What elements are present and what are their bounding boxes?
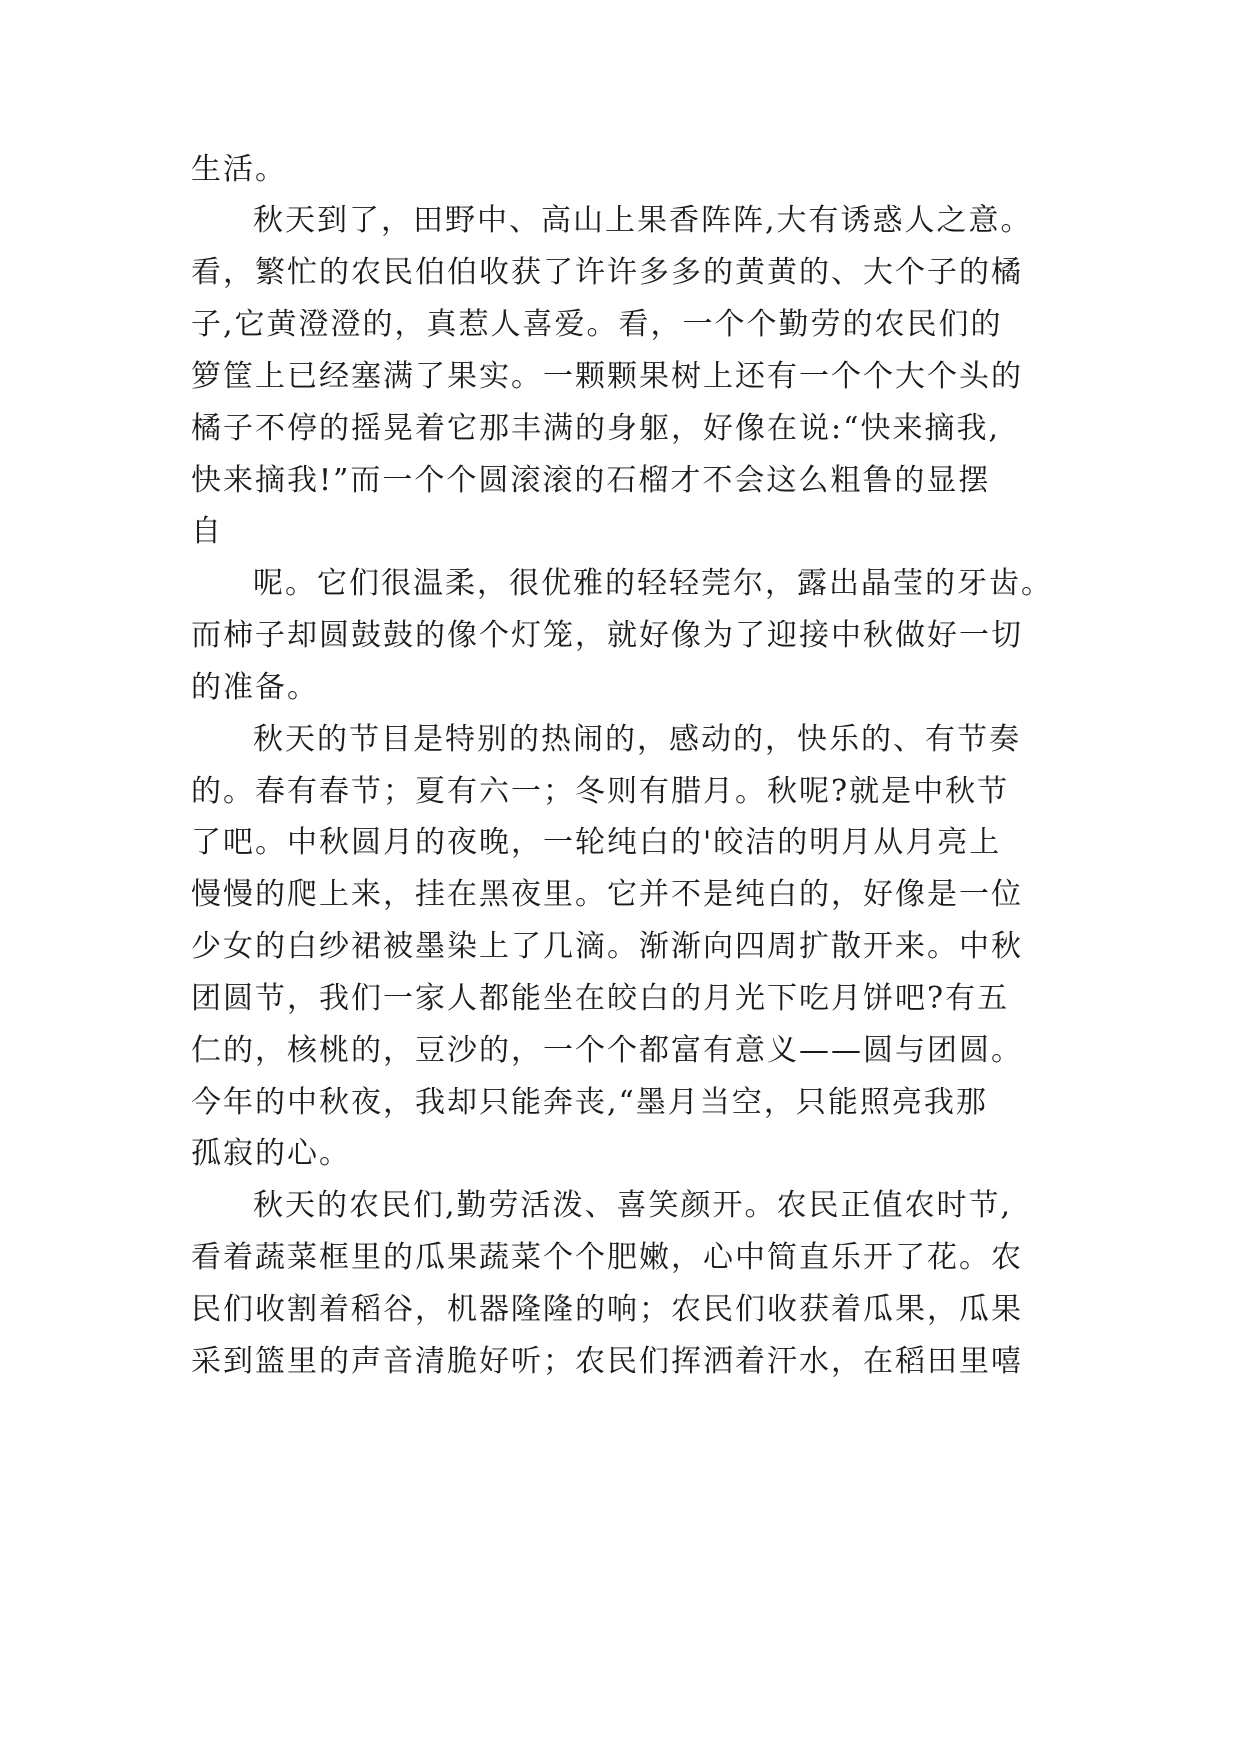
paragraph-first-line: 秋天的节目是特别的热闹的，感动的，快乐的、有节奏 — [253, 722, 1021, 757]
text-line: 孤寂的心。 — [191, 1136, 351, 1171]
text-line: 少女的白纱裙被墨染上了几滴。渐渐向四周扩散开来。中秋 — [191, 929, 1023, 964]
text-line: 团圆节，我们一家人都能坐在皎白的月光下吃月饼吧?有五 — [191, 981, 1010, 1016]
text-line: 看，繁忙的农民伯伯收获了许许多多的黄黄的、大个子的橘 — [191, 255, 1023, 290]
text-line: 的。春有春节；夏有六一；冬则有腊月。秋呢?就是中秋节 — [191, 774, 1010, 809]
text-line: 采到篮里的声音清脆好听；农民们挥洒着汗水，在稻田里嘻 — [191, 1344, 1023, 1379]
text-line: 慢慢的爬上来，挂在黑夜里。它并不是纯白的，好像是一位 — [191, 877, 1023, 912]
text-line: 民们收割着稻谷，机器隆隆的响；农民们收获着瓜果，瓜果 — [191, 1292, 1023, 1327]
text-line: 橘子不停的摇晃着它那丰满的身躯，好像在说:“快来摘我, — [191, 411, 1000, 446]
text-line: 子,它黄澄澄的，真惹人喜爱。看，一个个勤劳的农民们的 — [191, 307, 1003, 342]
text-line: 今年的中秋夜，我却只能奔丧,“墨月当空，只能照亮我那 — [191, 1085, 988, 1120]
text-line: 自 — [191, 514, 223, 549]
paragraph-first-line: 秋天到了，田野中、高山上果香阵阵,大有诱惑人之意。 — [253, 203, 1033, 238]
paragraph-first-line: 呢。它们很温柔，很优雅的轻轻莞尔，露出晶莹的牙齿。 — [253, 566, 1053, 601]
text-line: 箩筐上已经塞满了果实。一颗颗果树上还有一个个大个头的 — [191, 359, 1023, 394]
text-line: 仁的，核桃的，豆沙的，一个个都富有意义——圆与团圆。 — [191, 1033, 1023, 1068]
paragraph-first-line: 秋天的农民们,勤劳活泼、喜笑颜开。农民正值农时节, — [253, 1188, 1013, 1223]
text-line: 的准备。 — [191, 670, 319, 705]
text-line: 而柿子却圆鼓鼓的像个灯笼，就好像为了迎接中秋做好一切 — [191, 618, 1023, 653]
text-line: 了吧。中秋圆月的夜晚，一轮纯白的'皎洁的明月从月亮上 — [191, 825, 1002, 860]
text-line: 快来摘我!”而一个个圆滚滚的石榴才不会这么粗鲁的显摆 — [191, 463, 991, 498]
text-line: 看着蔬菜框里的瓜果蔬菜个个肥嫩，心中简直乐开了花。农 — [191, 1240, 1023, 1275]
text-line: 生活。 — [191, 152, 287, 187]
